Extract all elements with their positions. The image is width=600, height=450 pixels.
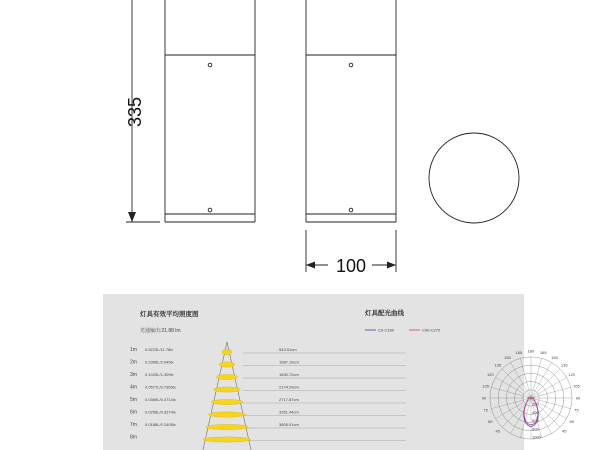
front-view [165, 0, 255, 222]
beam-ellipse [219, 362, 235, 367]
illuminance-value: 0.0188L/0.2405lx [145, 422, 176, 427]
angle-label: 165 [515, 350, 523, 356]
illuminance-value: 0.1025L/1.309lx [145, 372, 174, 377]
angle-label: 180 [527, 348, 535, 354]
side-view [306, 0, 396, 222]
angle-label: 90 [575, 395, 581, 401]
width-dimension-label: 100 [335, 256, 367, 276]
polar-spoke [531, 387, 571, 398]
photometric-panel [103, 294, 581, 450]
beam-ellipse [206, 424, 249, 429]
polar-spoke [531, 358, 542, 398]
angle-label: 60 [569, 419, 574, 424]
distance-label: 5m [130, 397, 137, 403]
illuminance-value: 0.0577L/0.7365lx [145, 384, 176, 390]
value-label: 200 [532, 401, 539, 407]
angle-label: 45 [495, 428, 500, 434]
angle-label: 60 [488, 419, 493, 424]
illuminance-value: 0.2306L/2.945lx [145, 359, 174, 365]
angle-label: 120 [568, 372, 576, 377]
value-label: 800 [532, 426, 539, 432]
angle-label: 165 [539, 350, 547, 356]
distance-label: 4m [130, 384, 137, 391]
distance-label: 2m [130, 359, 137, 366]
polar-spoke [502, 369, 531, 398]
illuminance-value: 0.9223L/11.78lx [145, 347, 174, 352]
angle-label: 150 [551, 354, 558, 360]
angle-label: 120 [486, 372, 494, 377]
legend-c90: C90-C270 [422, 327, 441, 333]
polar-grid [482, 349, 581, 440]
polar-spoke [531, 369, 560, 398]
angle-label: 90 [481, 395, 487, 401]
beam-diameter-value: 3261.44cm [279, 409, 299, 415]
beam-diameter-value: 3805.01cm [279, 422, 299, 427]
illuminance-value: 0.0369L/0.4714lx [145, 397, 176, 402]
angle-label: 105 [573, 383, 580, 389]
angle-label: 75 [574, 407, 579, 413]
value-label: 400 [532, 409, 539, 415]
beam-ellipse [222, 349, 232, 354]
polar-title: 灯具配光曲线 [365, 310, 404, 317]
polar-spoke [491, 387, 531, 398]
top-view-circle [429, 133, 519, 223]
distance-label: 8m [130, 434, 137, 441]
beam-cone [203, 342, 251, 450]
beam-ellipse [211, 399, 243, 404]
angle-label: 135 [560, 362, 568, 368]
legend-c0: C0-C180 [378, 327, 395, 333]
polar-spoke [531, 378, 567, 399]
angle-label: 75 [483, 407, 488, 413]
polar-spoke [495, 378, 531, 399]
polar-spoke [511, 398, 532, 434]
angle-label: 150 [504, 354, 511, 360]
polar-legend [365, 328, 441, 333]
polar-spoke [531, 362, 552, 398]
polar-spoke [495, 398, 531, 419]
beam-ellipse [208, 412, 245, 417]
illuminance-title: 灯具有效平均照度图 [140, 311, 199, 318]
beam-ellipse [203, 437, 251, 442]
distance-label: 7m [130, 422, 137, 428]
beam-diameter-value: 2717.87cm [279, 397, 299, 402]
angle-label: 135 [494, 362, 502, 368]
polar-spoke [520, 358, 531, 398]
beam-ellipse [214, 387, 240, 392]
value-label: 600 [532, 418, 539, 424]
height-dimension-label: 335 [125, 96, 145, 128]
illuminance-value: 0.0256L/0.3274lx [145, 409, 176, 415]
beam-ellipse [216, 374, 237, 379]
beam-diameter-value: 1630.72cm [279, 372, 299, 377]
angle-label: 45 [562, 428, 567, 434]
distance-label: 3m [130, 372, 137, 378]
distance-label: 1m [130, 347, 137, 353]
value-label: 1000 [532, 434, 541, 440]
luminous-flux-label: 光通输出:21.88 lm [140, 328, 181, 334]
angle-label: 105 [482, 383, 489, 389]
beam-diameter-value: 1087.19cm [279, 359, 299, 365]
illuminance-chart [103, 294, 581, 450]
polar-spoke [511, 362, 532, 398]
beam-diameter-value: 2174.29cm [279, 384, 299, 390]
beam-diameter-value: 543.51cm [279, 347, 297, 352]
distance-label: 6m [130, 409, 137, 416]
